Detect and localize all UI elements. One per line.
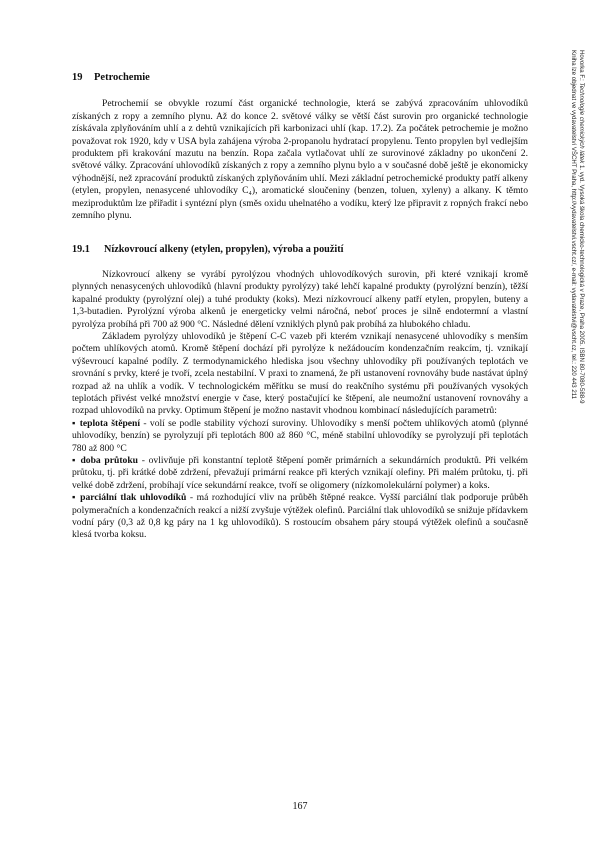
main-content [72, 72, 528, 542]
chapter-heading [72, 72, 528, 84]
chapter-intro-paragraph: Petrochemií se obvykle rozumí část organické technologie, která se zabývá zpracováním uhlovodíků získaných z ropy a zemního plynu. Až do konce 2. světové války se větší část surovin pro organické technologie získávala zplyňováním uhlí a z dehtů vznikajících při karbonizaci uhlí (kap. 17.2). Za počátek petrochemie je možno považovat rok 1920, kdy v USA byla zahájena výroba 2-propanolu hydratací propylenu. Tento propylen byl vedlejším produktem při krakování mazutu na benzín. Ropa začala vytlačovat uhlí ze surovinové základny po ukončení 2. světové války. Zpracování uhlovodíků získaných z ropy a zemního plynu bylo a v současné době ještě je ekonomicky výhodnější, než zpracování produktů získaných zplyňováním uhlí. Mezi základní petrochemické produkty patří alkeny (etylen, propylen, nenasycené uhlovodíky C₄), aromatické sloučeniny (benzen, toluen, xyleny) a alkany. K těmto meziproduktům lze přiřadit i syntézní plyn (směs oxidu uhelnatého a vodíku, který lze připravit z ropných frakcí nebo zemního plynu. [72, 98, 528, 222]
sidebar-citation-line-2: Kniha lze objednat ve vydavatelství VŠCHT Praha, http://vydavatelstvi.vscht.cz/, e-mail: vydavatelstvi@vscht.cz, tel.: 220 443 211 [570, 50, 577, 400]
sidebar-citation-line-1: Hovorka F.: Technologie chemických látek 1. vyd. Vysoká škola chemicko-technologická v Praze, Praha 2005. ISBN 80-7080-588-9 [578, 50, 585, 404]
bullet-icon: ▪ [72, 417, 77, 429]
book-title: Technologie chemických látek [578, 82, 585, 164]
param-item-temperature [72, 418, 528, 455]
param-item-flow-time [72, 455, 528, 492]
param-item-partial-pressure [72, 492, 528, 542]
param-text: - ovlivňuje při konstantní teplotě štěpení poměr primárních a sekundárních produktů. Při velkém průtoku, tj. při krátké době zdržení, převažují primární reakce při kterých vznikají olefiny. Při malém průtoku, tj. při velké době zdržení, probíhají více sekundární reakce, tvoří se oligomery (nízkomolekulární polymer) a koks. [72, 454, 528, 491]
param-term: teplota štěpení [79, 417, 141, 429]
section-paragraph-2: Základem pyrolýzy uhlovodíků je štěpení C-C vazeb při kterém vznikají nenasycené uhlovodíky s menším počtem uhlíkových atomů. Kromě štěpení dochází při pyrolýze k nežádoucím kondenzačním reakcím, tj. vznikají výševroucí kapalné podíly. Z termodynamického hlediska jsou všechny uhlovodíky při používaných teplotách ve srovnání s prvky, které je tvoří, zcela nestabilní. V praxi to znamená, že při ustanovení rovnováhy bude nastávat úplný rozpad až na uhlík a vodík. V technologickém měřítku se musí do reakčního systému při používaných vysokých teplotách přivést velké množství energie v čase, který postačující ke štěpení, ale neumožní ustanovení rovnováhy a rozpad uhlovodíků na prvky. Optimum štěpení je možno nastavit vhodnou kombinací následujících parametrů: [72, 330, 528, 417]
section-heading [72, 244, 528, 256]
param-term: doba průtoku [80, 454, 138, 466]
param-term: parciální tlak uhlovodíků [80, 492, 187, 504]
bullet-icon: ▪ [72, 492, 77, 504]
param-text: - volí se podle stability výchozí suroviny. Uhlovodíky s menší počtem uhlíkových atomů (plynné uhlovodíky, benzín) se pyrolyzují při teplotách 800 až 860 °C, méně stabilní uhlovodíky se pyrolyzují při teplotách 780 až 800 °C [72, 417, 528, 454]
param-text: - má rozhodující vliv na průběh štěpné reakce. Vyšší parciální tlak podporuje průběh polymeračních a kondenzačních reakcí a nižší zvyšuje výtěžek olefinů. Parciální tlak uhlovodíků se snižuje přídavkem vodní páry (0,3 až 0,8 kg páry na 1 kg uhlovodíků). S rostoucím obsahem páry stoupá výtěžek olefinů a současně klesá tvorba koksu. [72, 492, 528, 541]
section-paragraph-1: Nízkovroucí alkeny se vyrábí pyrolýzou vhodných uhlovodíkových surovin, při které vznikají kromě plynných nenasycených uhlovodíků (hlavní produkty pyrolýzy) také lehčí kapalné produkty (pyrolýzní benzín), těžší kapalné produkty (pyrolýzní olej) a tuhé produkty (koks). Mezi nízkovroucí alkeny patří etylen, propylen, buteny a 1,3-butadien. Pyrolýzní výroba alkenů je energeticky velmi náročná, neboť proces je silně endotermní a vlastní pyrolýza probíhá při 700 až 900 °C. Následné dělení vzniklých plynů pak probíhá za hlubokého chladu. [72, 268, 528, 330]
section-title: Nízkovroucí alkeny (etylen, propylen), výroba a použití [104, 244, 344, 256]
chapter-number: 19 [72, 72, 83, 83]
page-number: 167 [292, 801, 308, 812]
bullet-icon: ▪ [72, 454, 77, 466]
chapter-title: Petrochemie [94, 72, 150, 83]
sidebar-citation-text [569, 50, 585, 404]
section-number: 19.1 [72, 244, 90, 256]
